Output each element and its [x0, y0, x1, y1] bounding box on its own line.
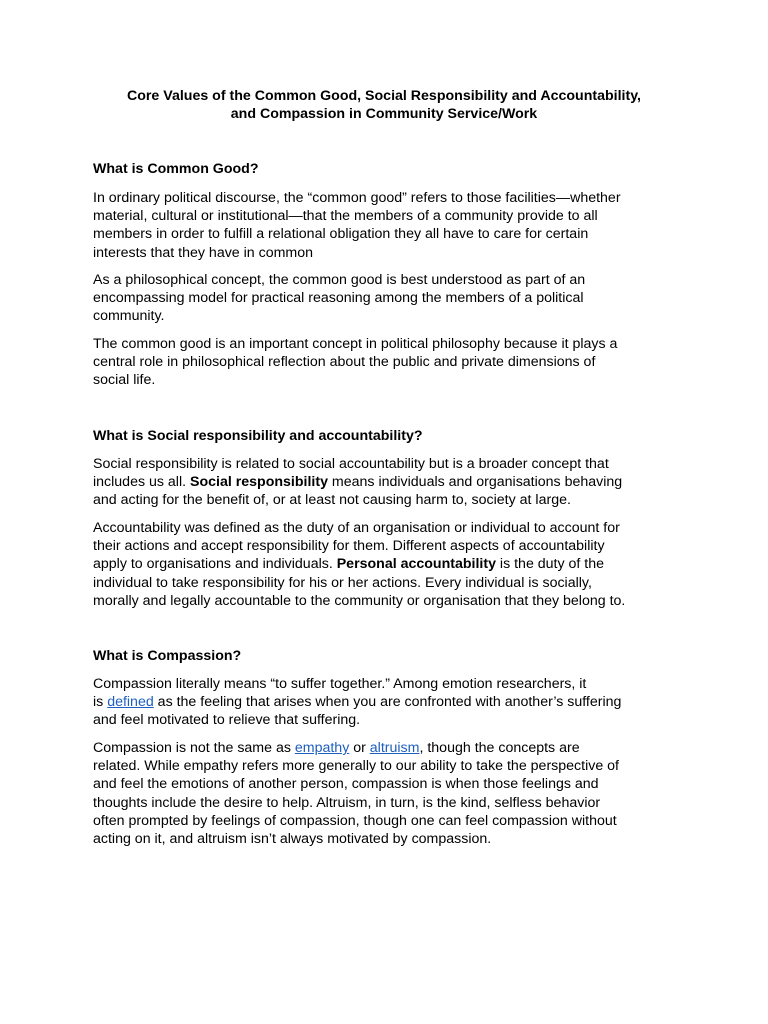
link-defined[interactable]: defined — [107, 694, 154, 711]
text-line: and acting for the benefit of, or at least not causing harm to, society at large. — [93, 492, 571, 509]
text-line: social life. — [93, 372, 156, 389]
text-line: thoughts include the desire to help. Altruism, in turn, is the kind, selfless behavior — [93, 794, 601, 811]
paragraph-compassion-2 — [93, 739, 693, 848]
text-line: and feel motivated to relieve that suffering. — [93, 712, 361, 729]
text-line: interests that they have in common — [93, 244, 314, 261]
text-line: Accountability was defined as the duty of an organisation or individual to account for — [93, 520, 620, 536]
text-line: As a philosophical concept, the common good is best understood as part of an — [93, 272, 586, 288]
section-common-good — [93, 160, 693, 178]
text-line: and feel the emotions of another person, compassion is when those feelings and — [93, 776, 599, 793]
text-line: Compassion literally means “to suffer together.” Among emotion researchers, it — [93, 676, 587, 692]
text-line: often prompted by feelings of compassion, though one can feel compassion without — [93, 812, 617, 829]
text-line: The common good is an important concept in political philosophy because it plays a — [93, 336, 618, 352]
text-line: Compassion is not the same as empathy or altruism, though the concepts are — [93, 740, 580, 756]
text-line: central role in philosophical reflection about the public and private dimensions of — [93, 354, 596, 371]
paragraph-common-good-1 — [93, 189, 693, 262]
text-line: material, cultural or institutional—that the members of a community provide to all — [93, 208, 598, 225]
text-line: their actions and accept responsibility for them. Different aspects of accountability — [93, 538, 605, 555]
paragraph-accountability — [93, 519, 693, 610]
paragraph-common-good-3 — [93, 335, 693, 390]
section-social-responsibility — [93, 427, 693, 445]
bold-term-personal-accountability: Personal accountability — [336, 556, 496, 573]
text-line: In ordinary political discourse, the “common good” refers to those facilities—whether — [93, 190, 621, 206]
text-line: members in order to fulfill a relational obligation they all have to care for certain — [93, 226, 589, 243]
text-line: individual to take responsibility for his or her actions. Every individual is socially, — [93, 574, 592, 591]
text-line: related. While empathy refers more generally to our ability to take the perspective of — [93, 758, 619, 775]
bold-term-social-responsibility: Social responsibility — [190, 474, 328, 491]
link-altruism[interactable]: altruism — [369, 740, 420, 756]
section-compassion — [93, 647, 693, 665]
title-line-1: Core Values of the Common Good, Social Responsibility and Accountability, — [127, 88, 641, 104]
heading-social-responsibility: What is Social responsibility and accountability? — [93, 428, 423, 444]
text-line: community. — [93, 308, 165, 325]
text-line: apply to organisations and individuals. Personal accountability is the duty of the — [93, 556, 605, 573]
paragraph-social-responsibility-1 — [93, 455, 693, 510]
title-line-2: and Compassion in Community Service/Work — [230, 106, 538, 122]
text-line: includes us all. Social responsibility means individuals and organisations behaving — [93, 474, 623, 491]
text-line: morally and legally accountable to the community or organisation that they belong to. — [93, 592, 626, 609]
heading-compassion: What is Compassion? — [93, 648, 242, 664]
link-empathy[interactable]: empathy — [294, 740, 350, 756]
heading-common-good: What is Common Good? — [93, 161, 259, 177]
text-line: Social responsibility is related to social accountability but is a broader concept that — [93, 456, 609, 472]
document-title — [60, 87, 708, 123]
text-line: acting on it, and altruism isn’t always motivated by compassion. — [93, 831, 492, 848]
paragraph-common-good-2 — [93, 271, 693, 326]
paragraph-compassion-1 — [93, 675, 693, 730]
text-line: encompassing model for practical reasoning among the members of a political — [93, 290, 584, 307]
text-line: is defined as the feeling that arises when you are confronted with another’s suffering — [93, 694, 622, 711]
